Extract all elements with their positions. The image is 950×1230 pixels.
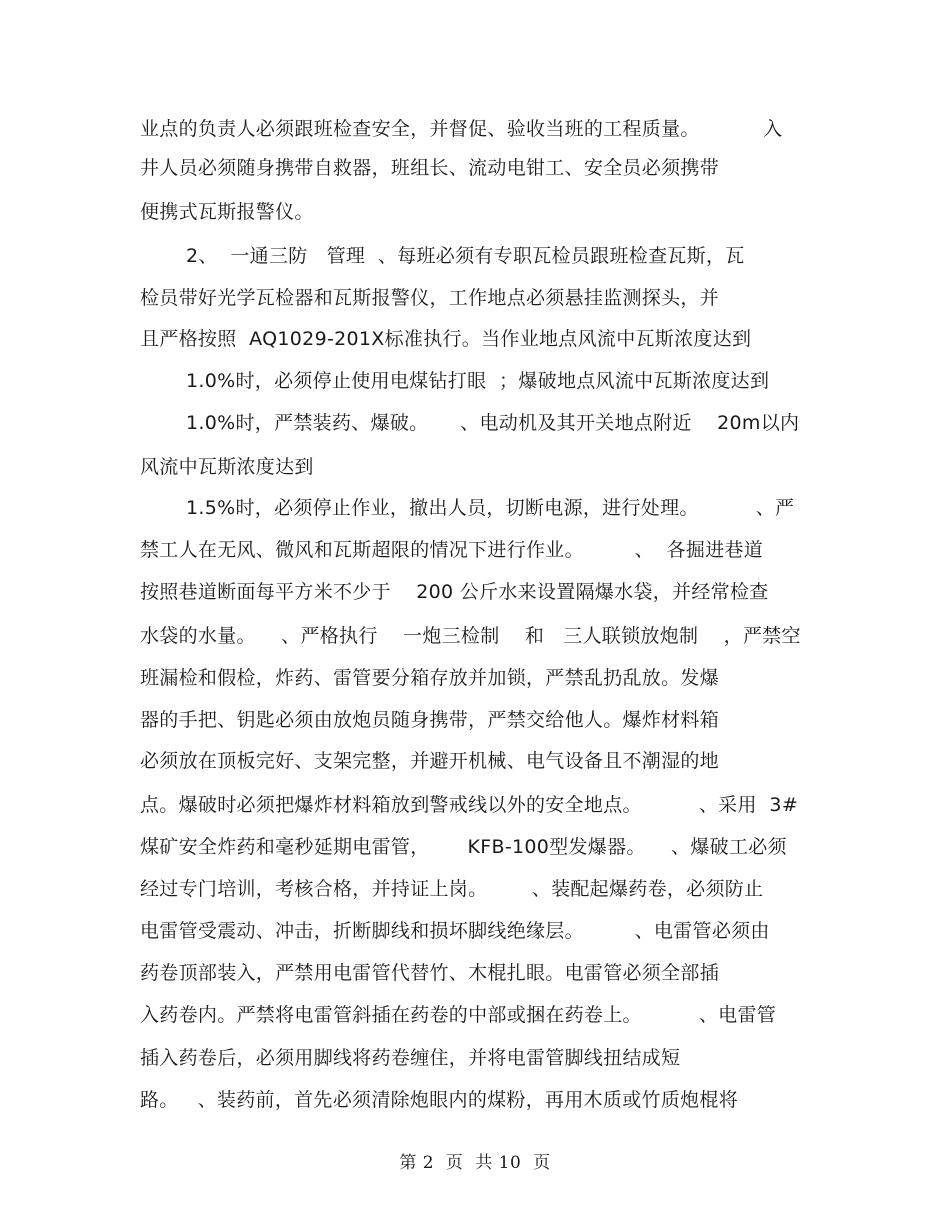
text-line: 2、 一通三防 管理 、每班必须有专职瓦检员跟班检查瓦斯，瓦 <box>186 245 745 267</box>
text-line: 必须放在顶板完好、支架完整，并避开机械、电气设备且不潮湿的地 <box>140 750 720 772</box>
text-line: 电雷管受震动、冲击，折断脚线和损坏脚线绝缘层。 、电雷管必须由 <box>140 920 770 942</box>
text-line: 煤矿安全炸药和毫秒延期电雷管， KFB-100型发爆器。 、爆破工必须 <box>140 836 787 858</box>
text-line: 经过专门培训，考核合格，并持证上岗。 、装配起爆药卷，必须防止 <box>140 878 764 900</box>
text-line: 井人员必须随身携带自救器，班组长、流动电钳工、安全员必须携带 <box>140 157 720 179</box>
text-line: 入药卷内。严禁将电雷管斜插在药卷的中部或捆在药卷上。 、电雷管 <box>140 1004 777 1026</box>
page-number-footer: 第 2 页 共 10 页 <box>399 1153 551 1173</box>
text-line: 禁工人在无风、微风和瓦斯超限的情况下进行作业。 、 各掘进巷道 <box>140 539 764 561</box>
text-line: 检员带好光学瓦检器和瓦斯报警仪，工作地点必须悬挂监测探头，并 <box>140 287 720 309</box>
text-line: 风流中瓦斯浓度达到 <box>140 456 314 478</box>
text-line: 业点的负责人必须跟班检查安全，并督促、验收当班的工程质量。 入 <box>140 118 783 140</box>
text-line: 便携式瓦斯报警仪。 <box>140 201 314 223</box>
text-line: 插入药卷后，必须用脚线将药卷缠住，并将电雷管脚线扭结成短 <box>140 1047 681 1069</box>
text-line: 班漏检和假检，炸药、雷管要分箱存放并加锁，严禁乱扔乱放。发爆 <box>140 667 720 689</box>
text-line: 1.0%时，严禁装药、爆破。 、电动机及其开关地点附近 20m以内 <box>186 412 800 434</box>
text-line: 1.0%时，必须停止使用电煤钻打眼 ；爆破地点风流中瓦斯浓度达到 <box>186 370 770 392</box>
text-line: 药卷顶部装入，严禁用电雷管代替竹、木棍扎眼。电雷管必须全部插 <box>140 962 720 984</box>
text-line: 点。爆破时必须把爆炸材料箱放到警戒线以外的安全地点。 、采用 3# <box>140 794 799 816</box>
text-line: 1.5%时，必须停止作业，撤出人员，切断电源，进行处理。 、严 <box>186 497 795 519</box>
text-line: 且严格按照 AQ1029-201X标准执行。当作业地点风流中瓦斯浓度达到 <box>140 328 752 350</box>
text-line: 水袋的水量。 、严格执行 一炮三检制 和 三人联锁放炮制 ，严禁空 <box>140 625 801 647</box>
text-line: 器的手把、钥匙必须由放炮员随身携带，严禁交给他人。爆炸材料箱 <box>140 709 720 731</box>
text-line: 路。 、装药前，首先必须清除炮眼内的煤粉，再用木质或竹质炮棍将 <box>140 1089 739 1111</box>
text-line: 按照巷道断面每平方米不少于 200 公斤水来设置隔爆水袋，并经常检查 <box>140 581 769 603</box>
